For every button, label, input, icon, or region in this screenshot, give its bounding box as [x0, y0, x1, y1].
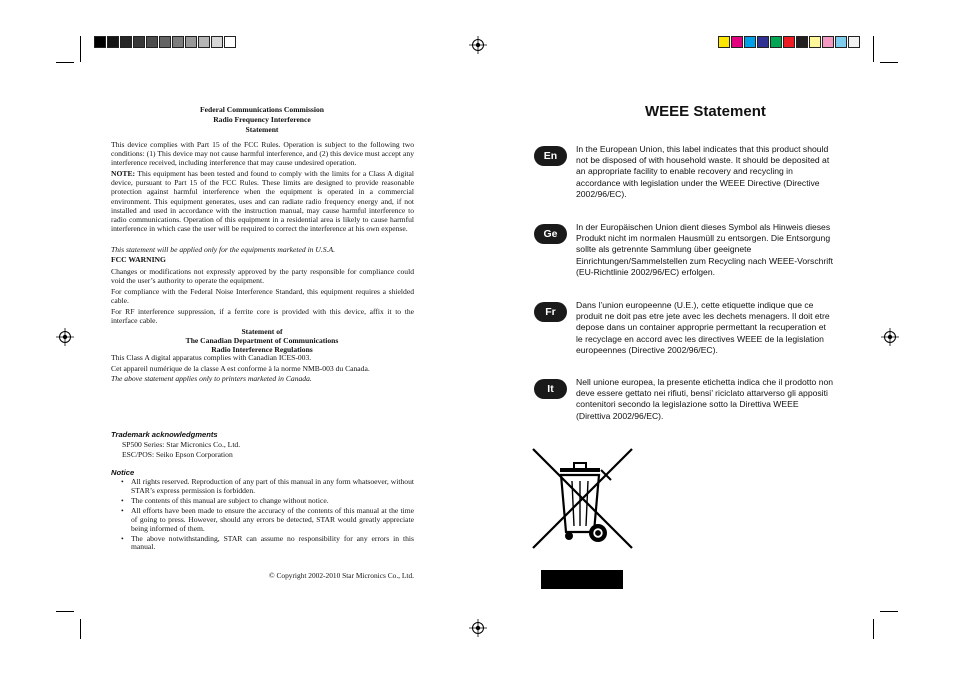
weee-text-ge: In der Europäischen Union dient dieses Symbol als Hinweis dieses Produkt nicht im normalen Hausmüll zu entsorgen. Die Entsorgung sollte als getrennte Sammlung über geeignete Einrichtungen/Sammelstellen zum Recycling nach WEEE-Vorschrift (EU-Richtlinie 2002/96/EC) erfolgen. [576, 222, 833, 277]
crossed-out-wheelie-bin-icon [531, 446, 634, 550]
color-swatch [770, 36, 782, 48]
color-swatch [224, 36, 236, 48]
black-bar [541, 570, 623, 589]
color-swatch [120, 36, 132, 48]
color-swatch [848, 36, 860, 48]
canada-heading-line1: Statement of [241, 327, 283, 336]
lang-badge-ge: Ge [534, 224, 567, 244]
lang-badge-it: It [534, 379, 567, 399]
process-color-bar [718, 36, 861, 48]
canada-line-nmb: Cet appareil numérique de la classe A est conforme à la norme NMB-003 du Canada. [111, 364, 370, 373]
color-swatch [94, 36, 106, 48]
color-swatch [809, 36, 821, 48]
page-title: WEEE Statement [645, 103, 766, 120]
color-swatch [744, 36, 756, 48]
lang-badge-en: En [534, 146, 567, 166]
color-swatch [211, 36, 223, 48]
color-swatch [146, 36, 158, 48]
fcc-heading [110, 105, 414, 135]
weee-text-en: In the European Union, this label indicates that this product should not be disposed of with household waste. It should be deposited at an appropriate facility to enable recovery and recycling in accordance with legislation under the WEEE Directive (Directive 2002/96/EC). [576, 144, 830, 199]
color-swatch [835, 36, 847, 48]
fcc-para-conditions: This device complies with Part 15 of the FCC Rules. Operation is subject to the following two conditions: (1) This device may not cause harmful interference, and (2) this device must accept any interference received, including interference that may cause undesired operation. [111, 140, 414, 168]
registration-mark-top-icon [469, 36, 487, 54]
color-swatch [198, 36, 210, 48]
fcc-warning-heading: FCC WARNING [111, 255, 166, 264]
trademark-item: ESC/POS: Seiko Epson Corporation [122, 450, 233, 459]
fcc-note-label: NOTE: [111, 169, 136, 178]
notice-heading: Notice [111, 468, 135, 477]
registration-mark-right-icon [881, 328, 899, 346]
fcc-note [111, 169, 414, 233]
color-swatch [796, 36, 808, 48]
color-swatch [718, 36, 730, 48]
color-swatch [107, 36, 119, 48]
color-swatch [185, 36, 197, 48]
fcc-warning-para-modifications: Changes or modifications not expressly approved by the party responsible for compliance could void the user’s authority to operate the equipment. [111, 267, 414, 286]
notice-item: • All rights reserved. Reproduction of any part of this manual in any form whatsoever, without STAR’s express permission is forbidden. [111, 478, 414, 495]
color-swatch [783, 36, 795, 48]
copyright: © Copyright 2002-2010 Star Micronics Co., Ltd. [268, 571, 414, 580]
color-swatch [757, 36, 769, 48]
weee-text-it: Nell unione europea, la presente etichetta indica che il prodotto non deve essere gettato nei rifiuti, bensi’ riciclato attarverso gli appositi contenitori secondo la legislazione sotto la Direttiva WEEE (Direttiva 2002/96/EC). [576, 377, 834, 421]
notice-item: • All efforts have been made to ensure the accuracy of the contents of this manual at the time of going to press. However, should any errors be detected, STAR would greatly appreciate being informed of them. [111, 507, 414, 533]
canada-heading-line3: Radio Interference Regulations [211, 345, 313, 354]
color-swatch [133, 36, 145, 48]
fcc-note-text: This equipment has been tested and found to comply with the limits for a Class A digital device, pursuant to Part 15 of the FCC Rules. These limits are designed to provide reasonable protection against harmful interference when the equipment is operated in a commercial environment. This equipment generates, uses and can radiate radio frequency energy and, if not installed and used in accordance with the instruction manual, may cause harmful interference to radio communications. Operation of this equipment in a residential area is likely to cause harmful interference in which case the user will be required to correct the interference at his own expense. [111, 169, 414, 234]
fcc-warning-para-ferrite: For RF interference suppression, if a ferrite core is provided with this device, affix it to the interface cable. [111, 307, 414, 326]
notice-item: • The contents of this manual are subject to change without notice. [111, 497, 414, 506]
fcc-usa-note: This statement will be applied only for the equipments marketed in U.S.A. [111, 245, 335, 254]
fcc-heading-line3: Statement [245, 125, 279, 134]
canada-heading [110, 327, 414, 354]
registration-mark-left-icon [56, 328, 74, 346]
lang-badge-fr: Fr [534, 302, 567, 322]
trademarks-heading: Trademark acknowledgments [111, 430, 218, 439]
notice-item: • The above notwithstanding, STAR can assume no responsibility for any errors in this manual. [111, 535, 414, 552]
fcc-warning-para-shielded: For compliance with the Federal Noise Interference Standard, this equipment requires a shielded cable. [111, 287, 414, 306]
color-swatch [731, 36, 743, 48]
registration-mark-bottom-icon [469, 619, 487, 637]
trademark-item: SP500 Series: Star Micronics Co., Ltd. [122, 440, 241, 449]
color-swatch [159, 36, 171, 48]
grayscale-color-bar [94, 36, 237, 48]
color-swatch [822, 36, 834, 48]
canada-line-ices: This Class A digital apparatus complies with Canadian ICES-003. [111, 353, 312, 362]
fcc-heading-line2: Radio Frequency Interference [213, 115, 311, 124]
notice-list [111, 478, 414, 554]
fcc-heading-line1: Federal Communications Commission [199, 105, 325, 114]
weee-text-fr: Dans l’union europeenne (U.E.), cette etiquette indique que ce produit ne doit pas etre jete avec les dechets menagers. Il doit etre depose dans un container approprie permettant la recuperation et le recyclage en accord avec les directives WEEE de la legislation europeennes (Directive 2002/96/EC). [576, 300, 830, 355]
color-swatch [172, 36, 184, 48]
canada-note: The above statement applies only to printers marketed in Canada. [111, 374, 312, 383]
canada-heading-line2: The Canadian Department of Communications [185, 336, 339, 345]
